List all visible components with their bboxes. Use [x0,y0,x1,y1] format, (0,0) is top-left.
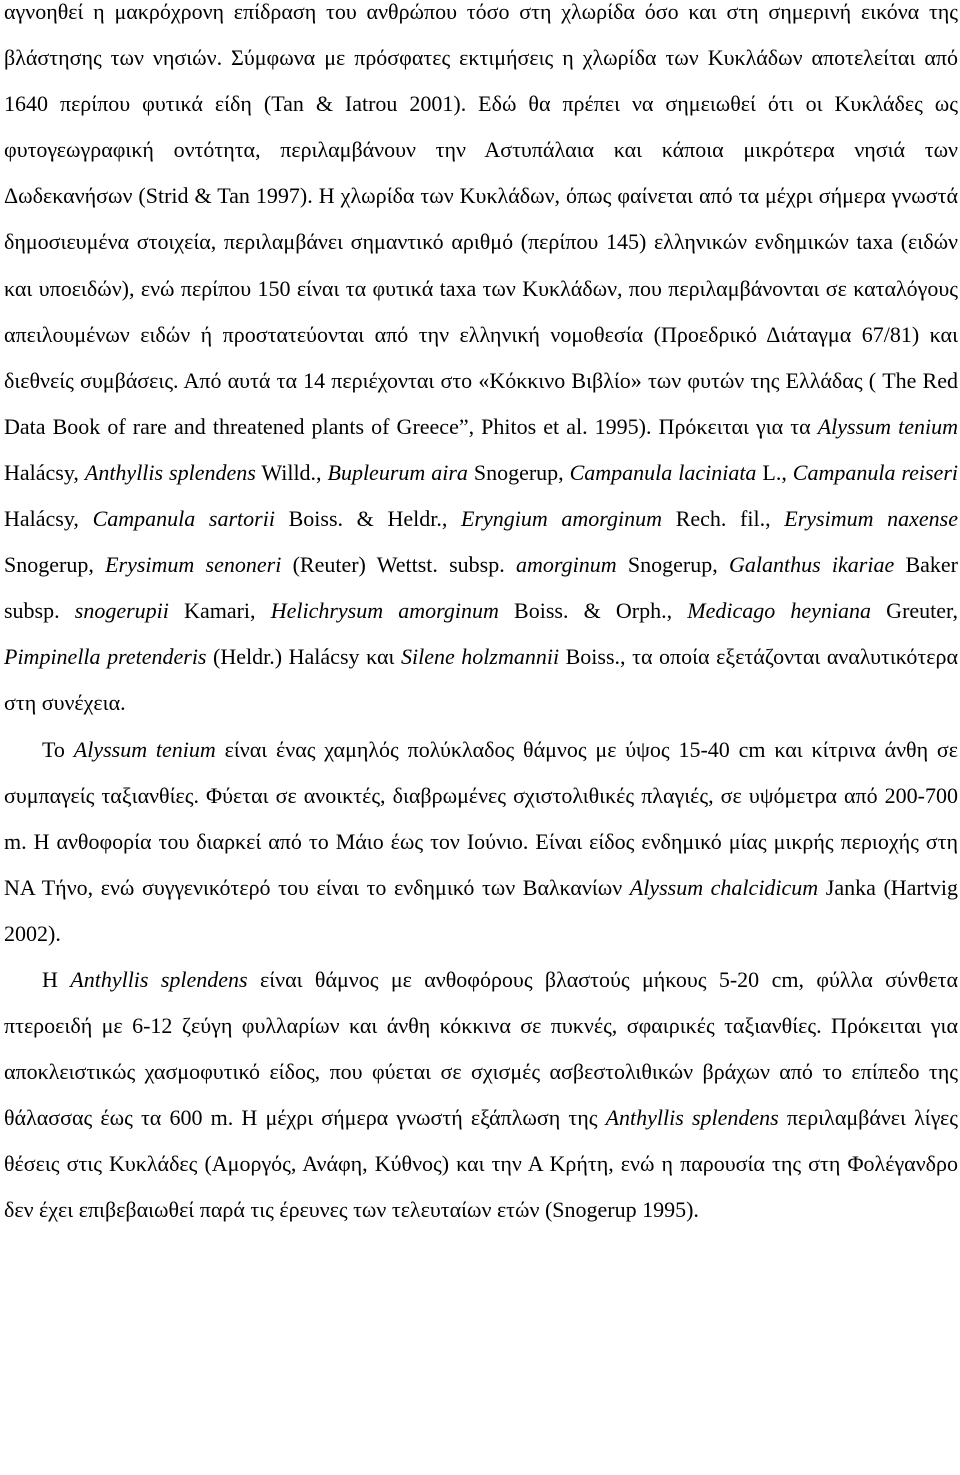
text-run: Snogerup, [467,459,570,485]
text-run: L., [756,459,793,485]
species-name: Campanula laciniata [569,459,757,485]
text-run: Snogerup, [4,552,106,578]
text-run: Halácsy, [4,506,93,532]
text-run: περιλαμβάνει λίγες θέσεις στις Κυκλάδες (Αμοργός, Ανάφη, Κύθνος) και την Α Κρήτη, ενώ η παρουσία της στη Φολέγανδρο δεν έχει επιβεβαιωθεί παρά τις έρευνες των τελευταίων ετών (Snogerup 1995). [4,1105,958,1223]
species-name: Anthyllis splendens [605,1105,779,1131]
species-name: Galanthus ikariae [728,552,895,578]
text-run: Halácsy, [4,459,85,485]
text-run: είναι ένας χαμηλός πολύκλαδος θάμνος με ύψος 15-40 cm και κίτρινα άνθη σε συμπαγείς ταξιανθίες. Φύεται σε ανοικτές, διαβρωμένες σχιστολιθικές πλαγιές, σε υψόμετρα από 200-700 m. Η ανθοφορία του διαρκεί από το Μάιο έως τον Ιούνιο. Είναι είδος ενδημικό μίας μικρής περιοχής στη ΝΑ Τήνο, ενώ συγγενικότερό του είναι το ενδημικό των Βαλκανίων [4,736,959,900]
species-name: Erysimum senoneri [105,552,282,578]
text-run: είναι θάμνος με ανθοφόρους βλαστούς μήκους 5-20 cm, φύλλα σύνθετα πτεροειδή με 6-12 ζεύγη φυλλαρίων και άνθη κόκκινα σε πυκνές, σφαιρικές ταξιανθίες. Πρόκειται για αποκλειστικώς χασμοφυτικό είδος, που φύεται σε σχισμές ασβεστολιθικών βράχων από το επίπεδο της θάλασσας έως τα 600 m. Η μέχρι σήμερα γνωστή εξάπλωση της [4,966,958,1131]
species-name: Eryngium amorginum [460,506,663,532]
paragraph-anthyllis-splendens [4,957,958,1234]
species-name: Bupleurum aira [327,459,468,485]
text-run: Boiss. & Orph., [498,598,688,624]
species-name: Alyssum tenium [73,736,216,762]
species-name: Alyssum tenium [817,413,959,439]
species-name: Erysimum naxense [784,506,958,532]
species-name: Medicago heyniana [687,598,872,624]
species-name: Campanula reiseri [792,459,959,485]
text-run: Greuter, [871,598,958,624]
text-run: Janka (Hartvig 2002). [4,874,958,946]
text-run: Boiss., τα οποία εξετάζονται αναλυτικότερα στη συνέχεια. [4,644,958,716]
species-name: Campanula sartorii [92,506,275,532]
text-run: (Heldr.) Halácsy και [206,644,401,670]
document-page [4,0,958,1234]
paragraph-flora-overview [4,0,958,727]
text-run: Το [42,736,74,762]
species-name: snogerupii [74,598,169,624]
text-run: Snogerup, [616,552,729,578]
paragraph-alyssum-tenium [4,727,958,957]
text-run: Rech. fil., [662,506,785,532]
text-run: (Reuter) Wettst. subsp. [281,552,516,578]
species-name: Anthyllis splendens [70,966,248,992]
species-name: Helichrysum amorginum [270,598,499,624]
species-name: Anthyllis splendens [84,459,256,485]
text-run: Willd., [255,459,328,485]
text-run: Η [42,966,71,992]
species-name: Silene holzmannii [400,644,560,670]
text-run: Baker subsp. [4,552,958,624]
text-run: αγνοηθεί η μακρόχρονη επίδραση του ανθρώπου τόσο στη χλωρίδα όσο και στη σημερινή εικόνα της βλάστησης των νησιών. Σύμφωνα με πρόσφατες εκτιμήσεις η χλωρίδα των Κυκλάδων αποτελείται από 1640 περίπου φυτικά είδη (Tan & Iatrou 2001). Εδώ θα πρέπει να σημειωθεί ότι οι Κυκλάδες ως φυτογεωγραφική οντότητα, περιλαμβάνουν την Αστυπάλαια και κάποια μικρότερα νησιά των Δωδεκανήσων (Strid & Tan 1997). Η χλωρίδα των Κυκλάδων, όπως φαίνεται από τα μέχρι σήμερα γνωστά δημοσιευμένα στοιχεία, περιλαμβάνει σημαντικό αριθμό (περίπου 145) ελληνικών ενδημικών taxa (ειδών και υποειδών), ενώ περίπου 150 είναι τα φυτικά taxa των Κυκλάδων, που περιλαμβάνονται σε καταλόγους απειλουμένων ειδών ή προστατεύονται από την ελληνική νομοθεσία (Προεδρικό Διάταγμα 67/81) και διεθνείς συμβάσεις. Από αυτά τα 14 περιέχονται στο «Κόκκινο Βιβλίο» των φυτών της Ελλάδας ( The Red Data Book of rare and threatened plants of Greece”, Phitos et al. 1995). Πρόκειται για τα [4,0,958,439]
species-name: Pimpinella pretenderis [4,644,207,670]
text-run: Boiss. & Heldr., [274,506,461,532]
text-run: Kamari, [168,598,271,624]
species-name: Alyssum chalcidicum [629,874,819,900]
species-name: amorginum [516,552,617,578]
